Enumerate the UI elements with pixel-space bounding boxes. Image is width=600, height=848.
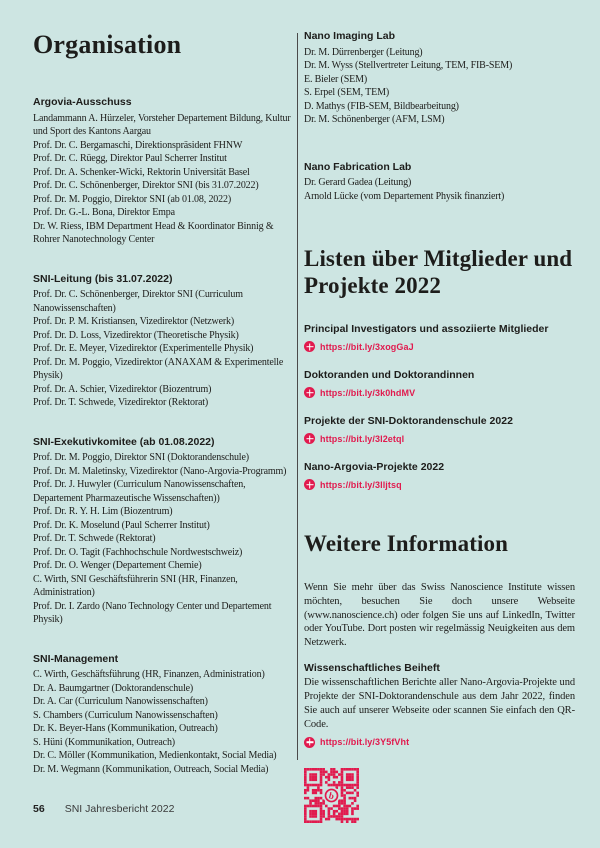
footer-text: SNI Jahresbericht 2022	[64, 803, 175, 815]
link-row	[304, 479, 575, 490]
person-entry: S. Erpel (SEM, TEM)	[304, 87, 390, 98]
info-subheading: Wissenschaftliches Beiheft	[304, 661, 440, 674]
person-entry: D. Mathys (FIB-SEM, Bildbearbeitung)	[304, 100, 459, 112]
link-list-item	[304, 323, 575, 352]
section-heading: Nano Fabrication Lab	[304, 160, 412, 173]
link-row	[304, 341, 575, 352]
org-section	[304, 161, 575, 204]
info-paragraph-1: Wenn Sie mehr über das Swiss Nanoscience Institute wissen möchten, besuchen Sie doch unsere Webseite (www.nanoscience.ch) oder folgen Sie uns auf LinkedIn, Twitter oder YouTube. Dort posten wir regelmässig Neuigkeiten aus dem Netzwerk.	[304, 582, 575, 649]
person-entry: Dr. M. Wyss (Stellvertreter Leitung, TEM, FIB-SEM)	[304, 60, 513, 71]
page-title: Organisation	[33, 30, 182, 59]
person-entry: Dr. A. Baumgartner (Doktorandenschule)	[33, 682, 194, 694]
person-entry: C. Wirth, Geschäftsführung (HR, Finanzen, Administration)	[33, 669, 265, 680]
person-entry: Dr. Gerard Gadea (Leitung)	[304, 177, 412, 188]
link-list-label: Doktoranden und Doktorandinnen	[304, 369, 475, 381]
section-heading: Nano Imaging Lab	[304, 30, 396, 42]
person-entry: Prof. Dr. M. Poggio, Vizedirektor (ANAXAM & Experimentelle Physik)	[33, 356, 284, 381]
person-entry: Arnold Lücke (vom Departement Physik finanziert)	[304, 190, 505, 202]
plus-circle-icon	[304, 479, 315, 490]
info-link-row	[304, 737, 575, 748]
section-entries	[33, 451, 293, 627]
person-entry: Prof. Dr. E. Meyer, Vizedirektor (Experimentelle Physik)	[33, 343, 254, 354]
lists-section	[304, 245, 575, 490]
link-list	[304, 323, 575, 490]
column-divider	[297, 33, 298, 760]
org-section	[33, 436, 293, 627]
section-entries	[33, 288, 293, 410]
plus-circle-icon	[304, 737, 315, 748]
lists-title: Listen über Mitglieder und Projekte 2022	[304, 246, 573, 298]
person-entry: Prof. Dr. A. Schier, Vizedirektor (Biozentrum)	[33, 383, 212, 395]
org-section	[33, 96, 293, 247]
info-title: Weitere Information	[304, 531, 508, 556]
person-entry: Dr. K. Beyer-Hans (Kommunikation, Outreach)	[33, 723, 218, 734]
link-row	[304, 433, 575, 444]
bitly-link[interactable]: https://bit.ly/3l2etql	[320, 433, 405, 444]
section-entries	[304, 176, 575, 203]
person-entry: Prof. Dr. C. Bergamaschi, Direktionspräsident FHNW	[33, 139, 243, 151]
page-number: 56	[33, 803, 45, 815]
person-entry: Prof. Dr. T. Schwede, Vizedirektor (Rektorat)	[33, 397, 209, 408]
person-entry: E. Bieler (SEM)	[304, 73, 368, 85]
labs-sections	[304, 30, 575, 203]
svg-text:b: b	[327, 789, 336, 801]
person-entry: Dr. W. Riess, IBM Department Head & Koordinator Binnig & Rohrer Nanotechnology Center	[33, 220, 274, 245]
page-footer	[33, 803, 174, 815]
person-entry: Prof. Dr. K. Moselund (Paul Scherrer Institut)	[33, 519, 210, 531]
person-entry: Dr. M. Wegmann (Kommunikation, Outreach, Social Media)	[33, 763, 269, 775]
person-entry: Prof. Dr. R. Y. H. Lim (Biozentrum)	[33, 506, 173, 517]
bitly-link[interactable]: https://bit.ly/3lljtsq	[320, 479, 402, 490]
person-entry: Prof. Dr. O. Wenger (Departement Chemie)	[33, 560, 202, 571]
link-list-label: Principal Investigators und assoziierte Mitglieder	[304, 323, 549, 335]
person-entry: S. Chambers (Curriculum Nanowissenschaften)	[33, 709, 218, 721]
qr-code	[304, 768, 575, 828]
link-list-item	[304, 369, 575, 398]
person-entry: Prof. Dr. M. Poggio, Direktor SNI (Doktorandenschule)	[33, 452, 249, 463]
person-entry: Prof. Dr. C. Schönenberger, Direktor SNI (bis 31.07.2022)	[33, 180, 259, 191]
plus-circle-icon	[304, 341, 315, 352]
section-entries	[33, 112, 293, 247]
person-entry: Prof. Dr. D. Loss, Vizedirektor (Theoretische Physik)	[33, 329, 239, 341]
person-entry: Prof. Dr. P. M. Kristiansen, Vizedirektor (Netzwerk)	[33, 316, 235, 327]
person-entry: Dr. A. Car (Curriculum Nanowissenschaften)	[33, 696, 208, 707]
person-entry: Dr. M. Schönenberger (AFM, LSM)	[304, 114, 445, 125]
section-heading: Argovia-Ausschuss	[33, 96, 132, 108]
section-heading: SNI-Leitung (bis 31.07.2022)	[33, 272, 173, 285]
plus-circle-icon	[304, 387, 315, 398]
person-entry: Prof. Dr. C. Schönenberger, Direktor SNI (Curriculum Nanowissenschaften)	[33, 289, 243, 314]
bitly-link[interactable]: https://bit.ly/3xogGaJ	[320, 341, 414, 352]
person-entry: Dr. M. Dürrenberger (Leitung)	[304, 46, 423, 58]
info-section	[304, 530, 575, 828]
left-column	[33, 30, 293, 802]
section-heading: SNI-Exekutivkomitee (ab 01.08.2022)	[33, 435, 215, 448]
person-entry: Prof. Dr. T. Schwede (Rektorat)	[33, 533, 156, 544]
person-entry: C. Wirth, SNI Geschäftsführerin SNI (HR, Finanzen, Administration)	[33, 573, 238, 598]
link-list-label: Projekte der SNI-Doktorandenschule 2022	[304, 415, 513, 427]
info-link[interactable]: https://bit.ly/3Y5fVht	[320, 737, 410, 748]
left-sections	[33, 96, 293, 776]
person-entry: Landammann A. Hürzeler, Vorsteher Departement Bildung, Kultur und Sport des Kantons Aargau	[33, 112, 291, 137]
bitly-link[interactable]: https://bit.ly/3k0hdMV	[320, 387, 416, 398]
org-section	[304, 30, 575, 127]
right-column	[304, 30, 575, 828]
section-entries	[33, 668, 293, 776]
person-entry: Prof. Dr. C. Rüegg, Direktor Paul Scherrer Institut	[33, 153, 227, 164]
person-entry: Prof. Dr. M. Poggio, Direktor SNI (ab 01.08, 2022)	[33, 193, 232, 205]
section-heading: SNI-Management	[33, 652, 119, 665]
person-entry: Prof. Dr. G.-L. Bona, Direktor Empa	[33, 207, 175, 218]
org-section	[33, 273, 293, 410]
section-entries	[304, 46, 575, 127]
person-entry: Prof. Dr. O. Tagit (Fachhochschule Nordwestschweiz)	[33, 546, 243, 558]
person-entry: Prof. Dr. A. Schenker-Wicki, Rektorin Universität Basel	[33, 166, 250, 178]
link-list-label: Nano-Argovia-Projekte 2022	[304, 461, 445, 473]
org-section	[33, 653, 293, 777]
person-entry: Prof. Dr. J. Huwyler (Curriculum Nanowissenschaften, Departement Pharmazeutische Wissenschaften))	[33, 479, 246, 504]
link-list-item	[304, 415, 575, 444]
link-list-item	[304, 461, 575, 490]
person-entry: Dr. C. Möller (Kommunikation, Medienkontakt, Social Media)	[33, 750, 277, 761]
person-entry: Prof. Dr. M. Maletinsky, Vizedirektor (Nano-Argovia-Programm)	[33, 465, 287, 477]
person-entry: Prof. Dr. I. Zardo (Nano Technology Center und Departement Physik)	[33, 600, 272, 625]
person-entry: S. Hüni (Kommunikation, Outreach)	[33, 736, 175, 748]
plus-circle-icon	[304, 433, 315, 444]
link-row	[304, 387, 575, 398]
info-paragraph-2: Die wissenschaftlichen Berichte aller Nano-Argovia-Projekte und Projekte der SNI-Doktorandenschule aus dem Jahr 2022, finden Sie auch auf unserer Webseite oder scannen Sie einfach den QR-Code.	[304, 677, 575, 730]
